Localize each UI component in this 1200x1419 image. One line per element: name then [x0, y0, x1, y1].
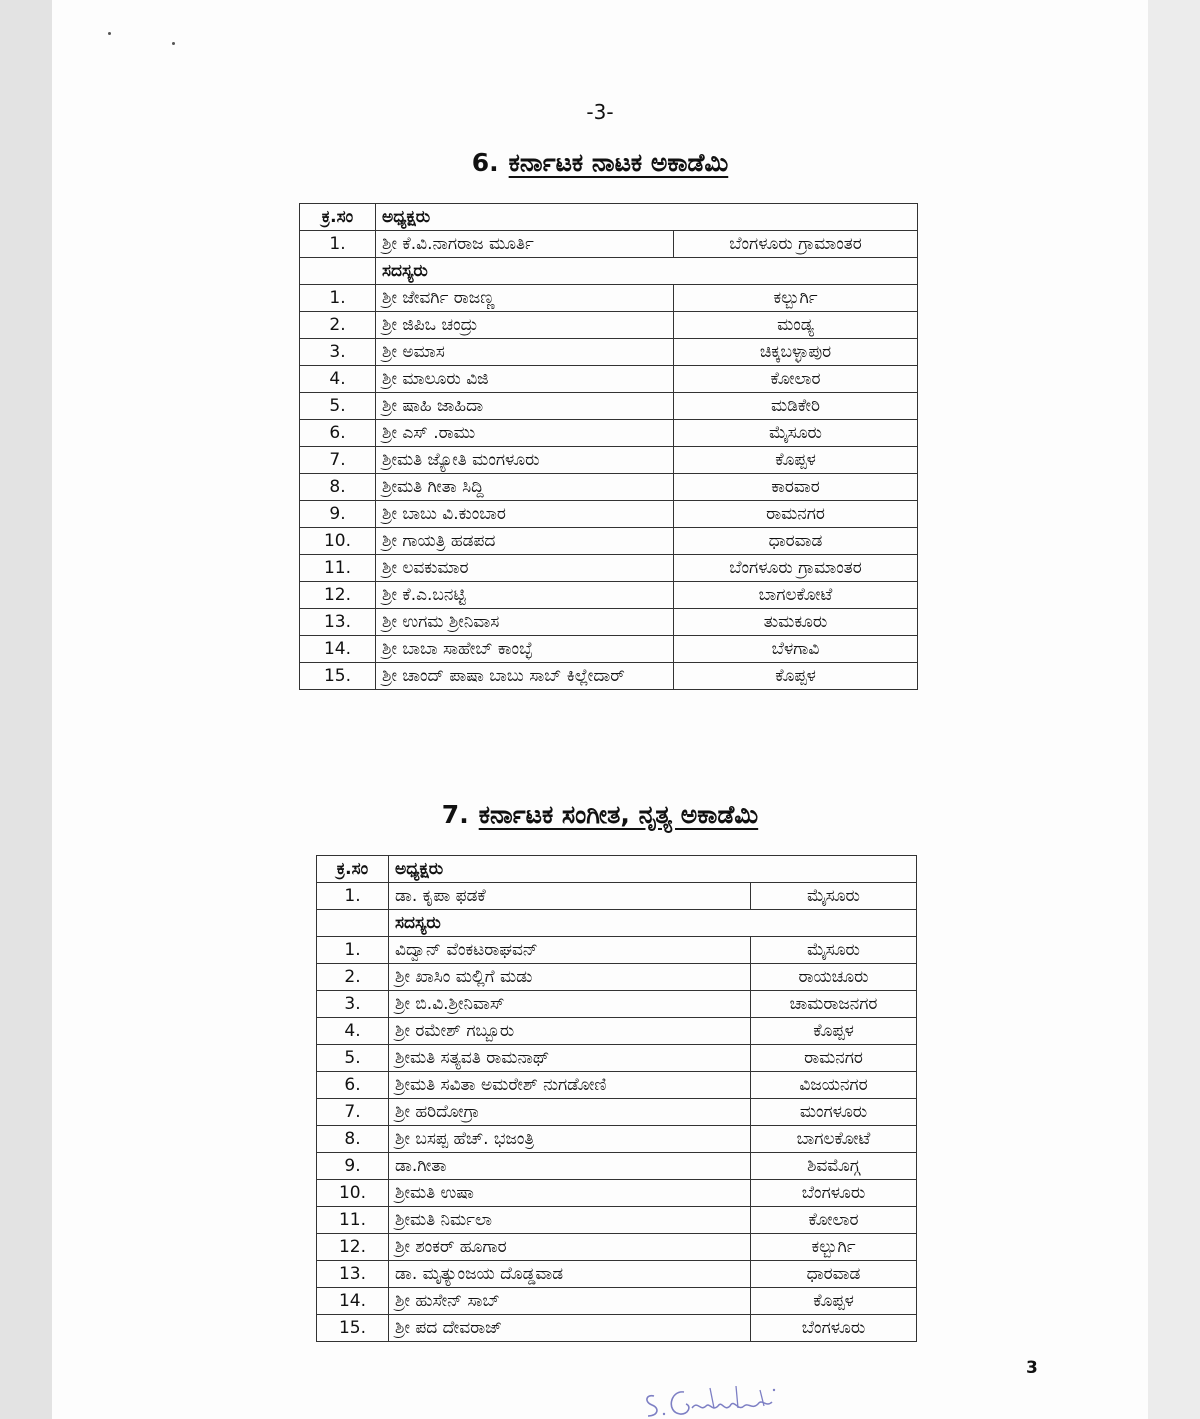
row-number: 6.: [300, 420, 376, 447]
row-number: 8.: [317, 1126, 389, 1153]
chair-row: [317, 883, 917, 910]
member-name: ಶ್ರೀಮತಿ ಉಷಾ: [389, 1180, 751, 1207]
table-row: [300, 312, 918, 339]
member-name: ಶ್ರೀಮತಿ ಸತ್ಯವತಿ ರಾಮನಾಥ್: [389, 1045, 751, 1072]
member-name: ಡಾ. ಮೃತ್ಯುಂಜಯ ದೊಡ್ಡವಾಡ: [389, 1261, 751, 1288]
table-row: [317, 1045, 917, 1072]
page-number: 3: [1026, 1358, 1038, 1378]
member-name: ಶ್ರೀ ಖಾಸಿಂ ಮಲ್ಲಿಗೆ ಮಡು: [389, 964, 751, 991]
member-place: ಧಾರವಾಡ: [674, 528, 918, 555]
member-name: ಶ್ರೀಮತಿ ನಿರ್ಮಲಾ: [389, 1207, 751, 1234]
chair-heading: ಅಧ್ಯಕ್ಷರು: [376, 204, 918, 231]
row-number: 1.: [317, 883, 389, 910]
member-name: ವಿದ್ವಾನ್ ವೆಂಕಟರಾಘವನ್: [389, 937, 751, 964]
member-place: ವಿಜಯನಗರ: [751, 1072, 917, 1099]
page-label: -3-: [586, 100, 614, 124]
member-place: ರಾಮನಗರ: [751, 1045, 917, 1072]
member-place: ಮೈಸೂರು: [674, 420, 918, 447]
member-name: ಶ್ರೀ ಶಂಕರ್ ಹೂಗಾರ: [389, 1234, 751, 1261]
member-place: ಬೆಂಗಳೂರು ಗ್ರಾಮಾಂತರ: [674, 555, 918, 582]
member-name: ಶ್ರೀ ಪದ ದೇವರಾಜ್: [389, 1315, 751, 1342]
scan-border-right: [1148, 0, 1200, 1419]
member-name: ಡಾ. ಕೃಪಾ ಫಡಕೆ: [389, 883, 751, 910]
member-name: ಶ್ರೀ ಬಿ.ವಿ.ಶ್ರೀನಿವಾಸ್: [389, 991, 751, 1018]
row-number: 4.: [300, 366, 376, 393]
sangeetha-nritya-academy-table: [316, 855, 917, 1342]
member-name: ಶ್ರೀ ಕೆ.ಎ.ಬನಟ್ಟಿ: [376, 582, 674, 609]
table-row: [317, 1072, 917, 1099]
table-row: [317, 937, 917, 964]
header-row: [300, 204, 918, 231]
member-name: ಶ್ರೀ ಹರಿದೋಗ್ರಾ: [389, 1099, 751, 1126]
member-place: ತುಮಕೂರು: [674, 609, 918, 636]
member-place: ಕಲ್ಬುರ್ಗಿ: [674, 285, 918, 312]
table-row: [300, 285, 918, 312]
member-place: ಚಿಕ್ಕಬಳ್ಳಾಪುರ: [674, 339, 918, 366]
member-name: ಶ್ರೀಮತಿ ಸವಿತಾ ಅಮರೇಶ್ ನುಗಡೋಣಿ: [389, 1072, 751, 1099]
row-number: 13.: [300, 609, 376, 636]
row-number: 1.: [300, 285, 376, 312]
table-row: [300, 501, 918, 528]
table-row: [317, 1234, 917, 1261]
table-row: [300, 582, 918, 609]
member-place: ಕೊಪ್ಪಳ: [674, 663, 918, 690]
table-row: [300, 447, 918, 474]
blank-cell: [317, 910, 389, 937]
member-name: ಶ್ರೀ ಜೇವರ್ಗಿ ರಾಜಣ್ಣ: [376, 285, 674, 312]
member-place: ಮಂಡ್ಯ: [674, 312, 918, 339]
section-number: 6.: [471, 148, 499, 177]
header-row: [317, 856, 917, 883]
row-number: 1.: [300, 231, 376, 258]
member-name: ಶ್ರೀ ಎಸ್ .ರಾಮು: [376, 420, 674, 447]
section-title-text: ಕರ್ನಾಟಕ ಸಂಗೀತ, ನೃತ್ಯ ಅಕಾಡೆಮಿ: [478, 800, 759, 829]
member-place: ಬಾಗಲಕೋಟೆ: [751, 1126, 917, 1153]
table-row: [300, 339, 918, 366]
row-number: 11.: [317, 1207, 389, 1234]
member-place: ಕೊಪ್ಪಳ: [751, 1018, 917, 1045]
signature: [640, 1378, 800, 1419]
member-place: ಮಡಿಕೇರಿ: [674, 393, 918, 420]
row-number: 9.: [300, 501, 376, 528]
member-place: ಬೆಂಗಳೂರು ಗ್ರಾಮಾಂತರ: [674, 231, 918, 258]
member-name: ಶ್ರೀ ಜಿಪಿಒ ಚಂದ್ರು: [376, 312, 674, 339]
row-number: 5.: [300, 393, 376, 420]
serial-header: ಕ್ರ.ಸಂ: [317, 856, 389, 883]
table-row: [317, 1126, 917, 1153]
members-heading: ಸದಸ್ಯರು: [376, 258, 918, 285]
member-place: ಕೋಲಾರ: [674, 366, 918, 393]
table-row: [300, 663, 918, 690]
section-title-text: ಕರ್ನಾಟಕ ನಾಟಕ ಅಕಾಡೆಮಿ: [508, 148, 729, 177]
section-7-title: [0, 800, 1200, 830]
scan-speck: [108, 32, 111, 35]
row-number: 2.: [300, 312, 376, 339]
member-name: ಶ್ರೀಮತಿ ಜ್ಯೋತಿ ಮಂಗಳೂರು: [376, 447, 674, 474]
row-number: 13.: [317, 1261, 389, 1288]
table-row: [317, 1180, 917, 1207]
member-place: ಕೊಪ್ಪಳ: [674, 447, 918, 474]
member-name: ಶ್ರೀ ಅಮಾಸ: [376, 339, 674, 366]
row-number: 4.: [317, 1018, 389, 1045]
table-row: [317, 1207, 917, 1234]
section-6-title: [0, 148, 1200, 178]
member-place: ಧಾರವಾಡ: [751, 1261, 917, 1288]
table-row: [317, 1288, 917, 1315]
member-name: ಶ್ರೀ ಚಾಂದ್ ಪಾಷಾ ಬಾಬು ಸಾಬ್ ಕಿಲ್ಲೇದಾರ್: [376, 663, 674, 690]
row-number: 12.: [317, 1234, 389, 1261]
table-row: [300, 636, 918, 663]
members-heading-row: [317, 910, 917, 937]
row-number: 11.: [300, 555, 376, 582]
row-number: 14.: [300, 636, 376, 663]
nataka-academy-table: [299, 203, 918, 690]
member-place: ಮಂಗಳೂರು: [751, 1099, 917, 1126]
chair-heading: ಅಧ್ಯಕ್ಷರು: [389, 856, 917, 883]
row-number: 15.: [300, 663, 376, 690]
row-number: 3.: [300, 339, 376, 366]
member-place: ಕಲ್ಬುರ್ಗಿ: [751, 1234, 917, 1261]
member-place: ಮೈಸೂರು: [751, 937, 917, 964]
table-row: [317, 991, 917, 1018]
member-name: ಶ್ರೀ ರಮೇಶ್ ಗಬ್ಬೂರು: [389, 1018, 751, 1045]
row-number: 7.: [317, 1099, 389, 1126]
member-name: ಶ್ರೀ ಮಾಲೂರು ವಿಜಿ: [376, 366, 674, 393]
member-place: ಮೈಸೂರು: [751, 883, 917, 910]
row-number: 10.: [300, 528, 376, 555]
row-number: 10.: [317, 1180, 389, 1207]
row-number: 9.: [317, 1153, 389, 1180]
blank-cell: [300, 258, 376, 285]
member-place: ಬೆಂಗಳೂರು: [751, 1315, 917, 1342]
member-name: ಶ್ರೀಮತಿ ಗೀತಾ ಸಿದ್ದಿ: [376, 474, 674, 501]
row-number: 12.: [300, 582, 376, 609]
member-name: ಶ್ರೀ ಬಾಬು ವಿ.ಕುಂಬಾರ: [376, 501, 674, 528]
row-number: 8.: [300, 474, 376, 501]
member-place: ಬೆಂಗಳೂರು: [751, 1180, 917, 1207]
row-number: 2.: [317, 964, 389, 991]
table-row: [317, 1261, 917, 1288]
members-heading: ಸದಸ್ಯರು: [389, 910, 917, 937]
chair-row: [300, 231, 918, 258]
member-place: ಕೋಲಾರ: [751, 1207, 917, 1234]
member-name: ಶ್ರೀ ಹುಸೇನ್ ಸಾಬ್: [389, 1288, 751, 1315]
member-place: ಕಾರವಾರ: [674, 474, 918, 501]
row-number: 3.: [317, 991, 389, 1018]
table-row: [300, 393, 918, 420]
member-name: ಶ್ರೀ ಗಾಯತ್ರಿ ಹಡಪದ: [376, 528, 674, 555]
table-row: [300, 420, 918, 447]
member-place: ಬಾಗಲಕೋಟೆ: [674, 582, 918, 609]
table-row: [300, 609, 918, 636]
table-row: [317, 964, 917, 991]
scan-border-left: [0, 0, 52, 1419]
row-number: 14.: [317, 1288, 389, 1315]
row-number: 6.: [317, 1072, 389, 1099]
row-number: 7.: [300, 447, 376, 474]
table-row: [317, 1315, 917, 1342]
member-place: ರಾಯಚೂರು: [751, 964, 917, 991]
table-row: [300, 528, 918, 555]
member-name: ಶ್ರೀ ಕೆ.ವಿ.ನಾಗರಾಜ ಮೂರ್ತಿ: [376, 231, 674, 258]
member-place: ಚಾಮರಾಜನಗರ: [751, 991, 917, 1018]
row-number: 15.: [317, 1315, 389, 1342]
member-place: ಶಿವಮೊಗ್ಗ: [751, 1153, 917, 1180]
members-heading-row: [300, 258, 918, 285]
member-place: ಕೊಪ್ಪಳ: [751, 1288, 917, 1315]
table-row: [317, 1099, 917, 1126]
scan-speck: [172, 42, 175, 45]
member-place: ರಾಮನಗರ: [674, 501, 918, 528]
member-name: ಡಾ.ಗೀತಾ: [389, 1153, 751, 1180]
section-number: 7.: [441, 800, 469, 829]
member-name: ಶ್ರೀ ಷಾಹಿ ಜಾಹಿದಾ: [376, 393, 674, 420]
member-name: ಶ್ರೀ ಲವಕುಮಾರ: [376, 555, 674, 582]
member-place: ಬೆಳಗಾವಿ: [674, 636, 918, 663]
table-row: [317, 1018, 917, 1045]
table-row: [317, 1153, 917, 1180]
member-name: ಶ್ರೀ ಬಸಪ್ಪ ಹೆಚ್. ಭಜಂತ್ರಿ: [389, 1126, 751, 1153]
member-name: ಶ್ರೀ ಬಾಬಾ ಸಾಹೇಬ್ ಕಾಂಬ್ಳೆ: [376, 636, 674, 663]
member-name: ಶ್ರೀ ಉಗಮ ಶ್ರೀನಿವಾಸ: [376, 609, 674, 636]
table-row: [300, 474, 918, 501]
serial-header: ಕ್ರ.ಸಂ: [300, 204, 376, 231]
table-row: [300, 366, 918, 393]
row-number: 5.: [317, 1045, 389, 1072]
table-row: [300, 555, 918, 582]
row-number: 1.: [317, 937, 389, 964]
